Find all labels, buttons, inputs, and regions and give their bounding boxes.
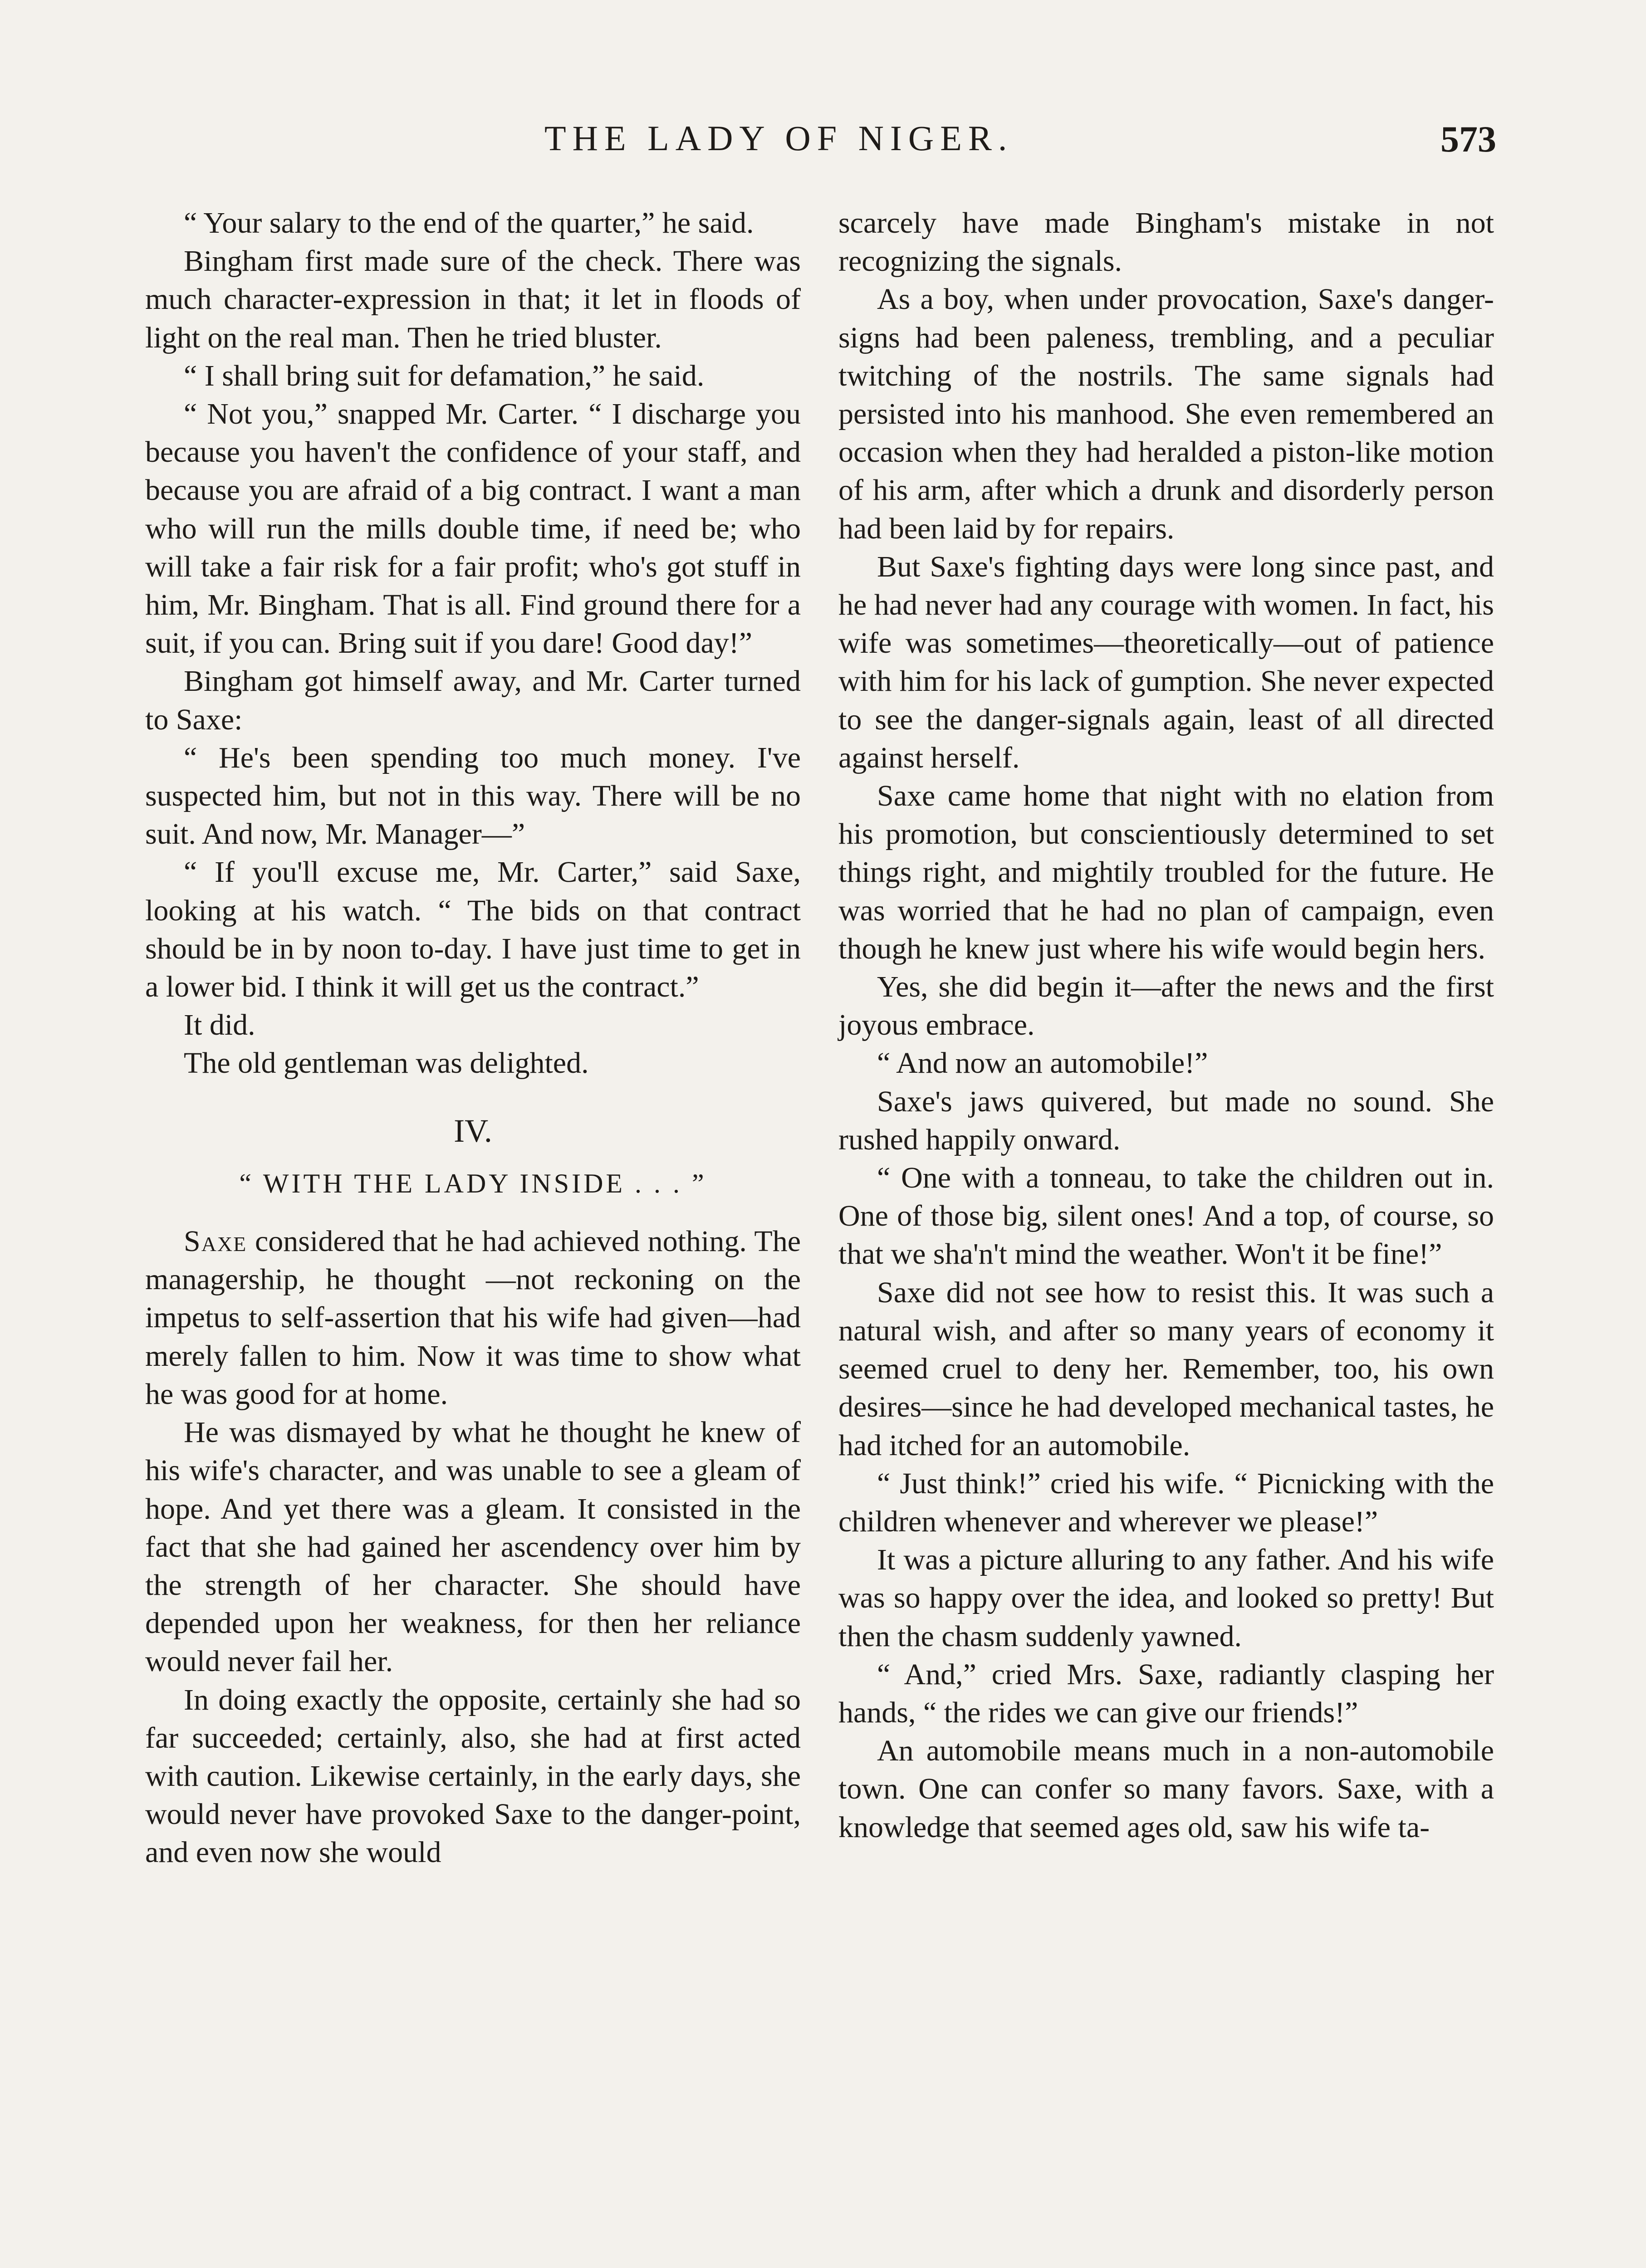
section-lead-word: Saxe <box>184 1225 247 1258</box>
paragraph: It was a picture alluring to any father. And his wife was so happy over the idea, and looked so pretty! But then the chasm suddenly yawned. <box>838 1543 1494 1653</box>
paragraph: “ And,” cried Mrs. Saxe, radiantly clasping her hands, “ the rides we can give our friends!” <box>838 1657 1494 1729</box>
paragraph: Bingham first made sure of the check. There was much character-expression in that; it let in floods of light on the real man. Then he tried bluster. <box>145 244 801 354</box>
paragraph: An automobile means much in a non-automobile town. One can confer so many favors. Saxe, with a knowledge that seemed ages old, saw his wife ta- <box>838 1734 1494 1844</box>
paragraph: “ I shall bring suit for defamation,” he said. <box>184 359 705 392</box>
paragraph: “ Not you,” snapped Mr. Carter. “ I discharge you because you haven't the confidence of your staff, and because you are afraid of a big contract. I want a man who will run the mills double time, if need be; who will take a fair risk for a fair profit; who's got stuff in him, Mr. Bingham. That is all. Find ground there for a suit, if you can. Bring suit if you dare! Good day!” <box>145 397 801 660</box>
left-column <box>145 204 801 1872</box>
right-column <box>838 204 1494 1847</box>
paragraph: scarcely have made Bingham's mistake in not recognizing the signals. <box>838 206 1494 278</box>
paragraph: “ One with a tonneau, to take the children out in. One of those big, silent ones! And a top, of course, so that we sha'n't mind the weather. Won't it be fine!” <box>838 1161 1494 1271</box>
section-title: “ WITH THE LADY INSIDE . . . ” <box>239 1168 707 1198</box>
paragraph: “ Just think!” cried his wife. “ Picnicking with the children whenever and wherever we please!” <box>838 1466 1494 1538</box>
paragraph: Saxe's jaws quivered, but made no sound. She rushed happily onward. <box>838 1085 1494 1156</box>
running-title: THE LADY OF NIGER. <box>544 118 1014 158</box>
paragraph: In doing exactly the opposite, certainly she had so far succeeded; certainly, also, she had at first acted with caution. Likewise certainly, in the early days, she would never have provoked Saxe to the danger-point, and even now she would <box>145 1683 801 1869</box>
paragraph: Yes, she did begin it—after the news and the first joyous embrace. <box>838 970 1494 1042</box>
paragraph: The old gentleman was delighted. <box>184 1046 589 1080</box>
page-number: 573 <box>1440 118 1496 160</box>
paragraph: He was dismayed by what he thought he knew of his wife's character, and was unable to see a gleam of hope. And yet there was a gleam. It consisted in the fact that she had gained her ascendency over him by the strength of her character. She should have depended upon her weakness, for then her reliance would never fail her. <box>145 1416 801 1678</box>
paragraph: Bingham got himself away, and Mr. Carter turned to Saxe: <box>145 665 801 736</box>
paragraph: “ If you'll excuse me, Mr. Carter,” said Saxe, looking at his watch. “ The bids on that contract should be in by noon to-day. I have just time to get in a lower bid. I think it will get us the contract.” <box>145 855 801 1004</box>
paragraph: “ Your salary to the end of the quarter,” he said. <box>184 206 754 240</box>
paragraph-text: considered that he had achieved nothing. The managership, he thought —not reckoning on the impetus to self-assertion that his wife had given—had merely fallen to him. Now it was time to show what he was good for at home. <box>145 1225 801 1411</box>
paragraph: But Saxe's fighting days were long since past, and he had never had any courage with women. In fact, his wife was sometimes—theoretically—out of patience with him for his lack of gumption. She never expected to see the danger-signals again, least of all directed against herself. <box>838 550 1494 774</box>
paragraph <box>145 1222 801 1413</box>
section-number: IV. <box>454 1112 492 1149</box>
paragraph: “ He's been spending too much money. I've suspected him, but not in this way. There will be no suit. And now, Mr. Manager—” <box>145 741 801 851</box>
paragraph: It did. <box>184 1008 255 1042</box>
paragraph: Saxe did not see how to resist this. It was such a natural wish, and after so many years of economy it seemed cruel to deny her. Remember, too, his own desires—since he had developed mechanical tastes, he had itched for an automobile. <box>838 1276 1494 1462</box>
paragraph: “ And now an automobile!” <box>877 1046 1208 1080</box>
paragraph: As a boy, when under provocation, Saxe's danger-signs had been paleness, trembling, and a peculiar twitching of the nostrils. The same signals had persisted into his manhood. She even remembered an occasion when they had heralded a piston-like motion of his arm, after which a drunk and disorderly person had been laid by for repairs. <box>838 283 1494 545</box>
paragraph: Saxe came home that night with no elation from his promotion, but conscientiously determined to set things right, and mightily troubled for the future. He was worried that he had no plan of campaign, even though he knew just where his wife would begin hers. <box>838 779 1494 965</box>
